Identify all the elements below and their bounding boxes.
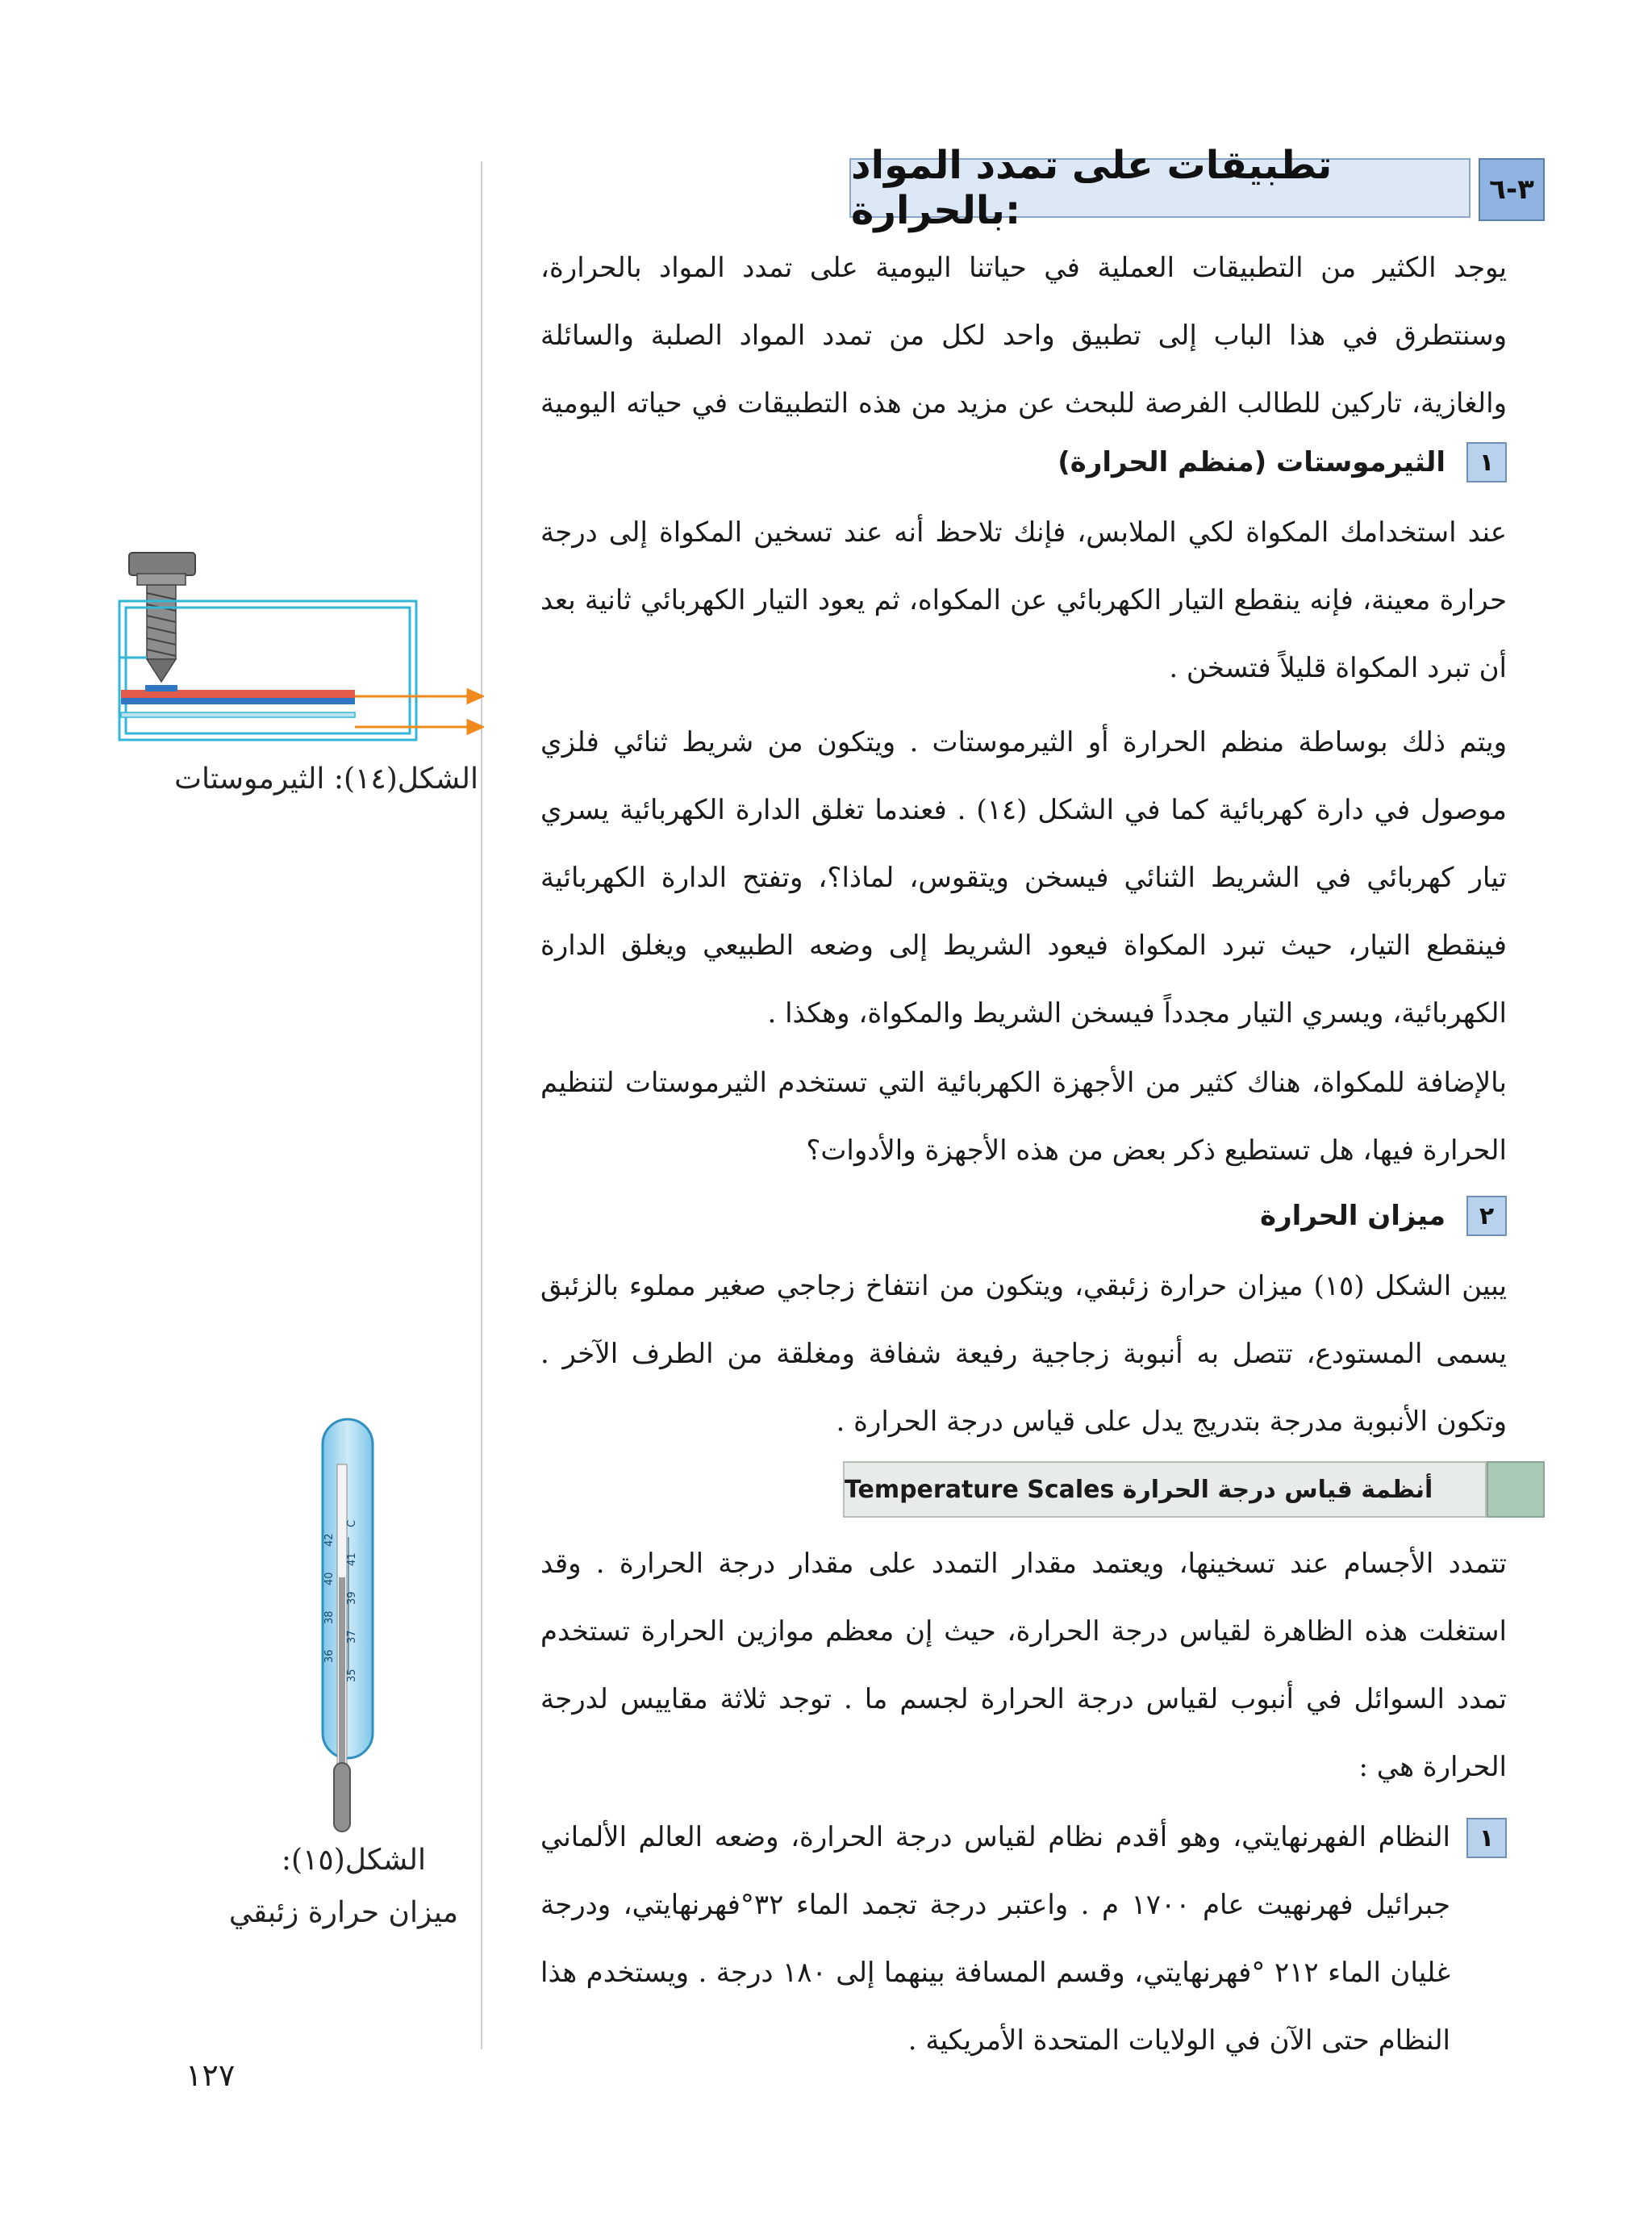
fahrenheit-paragraph: النظام الفهرنهايتي، وهو أقدم نظام لقياس درجة الحرارة، وضعه العالم الألماني جبرائيل فهرنهيت عام ١٧٠٠ م . واعتبر درجة تجمد الماء ٣٢°فهرنهايتي، ودرجة غليان الماء ٢١٢ °فهرنهايتي، وقسم المسافة بينهما إلى ١٨٠ درجة . ويستخدم هذا النظام حتى الآن في الولايات المتحدة الأمريكية .	[540, 1821, 1450, 2057]
screw-collar	[137, 574, 186, 585]
subsection-1-title: الثيرموستات (منظم الحرارة)	[1058, 446, 1446, 478]
thermometer-tick-38: 38	[323, 1610, 336, 1624]
screw-tip	[147, 659, 176, 682]
subsection-2-number: ٢	[1466, 1196, 1507, 1236]
thermometer-tick-41: 41	[346, 1552, 358, 1566]
thermometer-glass	[323, 1419, 373, 1758]
thermostat-diagram	[113, 545, 484, 742]
screw-head-icon	[129, 553, 195, 575]
scales-body	[540, 1530, 1507, 1801]
thermometer-tick-39: 39	[346, 1591, 358, 1605]
figure-15-caption-2: ميزان حرارة زئبقي	[228, 1896, 458, 1929]
contact-point	[145, 685, 177, 691]
page-number: ١٢٧	[186, 2057, 236, 2093]
current-arrows	[355, 690, 482, 733]
temperature-scales-title: أنظمة قياس درجة الحرارة Temperature Scales	[843, 1461, 1487, 1518]
subsection-2-title: ميزان الحرارة	[1260, 1200, 1446, 1232]
thermostat-paragraph-3: بالإضافة للمكواة، هناك كثير من الأجهزة الكهربائية التي تستخدم الثيرموستات لتنظيم الحرارة فيها، هل تستطيع ذكر بعض من هذه الأجهزة والأدوات؟	[540, 1067, 1507, 1167]
thermostat-paragraph-2: ويتم ذلك بوساطة منظم الحرارة أو الثيرموستات . ويتكون من شريط ثنائي فلزي موصول في دارة كهربائية كما في الشكل (١٤) . فعندما تغلق الدارة الكهربائية يسري تيار كهربائي في الشريط الثنائي فيسخن ويتقوس، لماذا؟، وتفتح الدارة الكهربائية فينقطع التيار، حيث تبرد المكواة فيعود الشريط إلى وضعه الطبيعي ويغلق الدارة الكهربائية، ويسري التيار مجدداً فيسخن الشريط والمكواة، وهكذا .	[540, 726, 1507, 1030]
fahrenheit-list-item	[540, 1803, 1507, 2074]
mercury-bulb	[334, 1763, 350, 1832]
thermometer-paragraph: يبين الشكل (١٥) ميزان حرارة زئبقي، ويتكون من انتفاخ زجاجي صغير مملوء بالزئبق يسمى المستودع، تتصل به أنبوبة زجاجية رفيعة شفافة ومغلقة من الطرف الآخر . وتكون الأنبوبة مدرجة بتدريج يدل على قياس درجة الحرارة .	[540, 1270, 1507, 1438]
subsection-1-body-2	[540, 708, 1507, 1047]
list-item-number: ١	[1466, 1818, 1507, 1858]
thermometer-tick-42: 42	[323, 1533, 336, 1547]
subsection-2-heading	[1260, 1196, 1507, 1236]
thermostat-paragraph-1: عند استخدامك المكواة لكي الملابس، فإنك تلاحظ أنه عند تسخين المكواة إلى درجة حرارة معينة، فإنه ينقطع التيار الكهربائي عن المكواه، ثم يعود التيار الكهربائي ثانية بعد أن تبرد المكواة قليلاً فتسخن .	[540, 516, 1507, 684]
section-number: ٣-٦	[1479, 158, 1545, 221]
section-heading	[843, 143, 1545, 233]
thermometer-diagram	[307, 1416, 387, 1840]
section-title: تطبيقات على تمدد المواد بالحرارة:	[849, 158, 1471, 218]
subsection-1-body	[540, 499, 1507, 702]
subsection-1-body-3	[540, 1049, 1507, 1184]
thermometer-tick-35: 35	[346, 1669, 358, 1682]
thermometer-tick-37: 37	[346, 1630, 358, 1644]
column-divider	[481, 161, 482, 2049]
intro-paragraph: يوجد الكثير من التطبيقات العملية في حياتنا اليومية على تمدد المواد بالحرارة، وسنتطرق في هذا الباب إلى تطبيق واحد لكل من تمدد المواد الصلبة والسائلة والغازية، تاركين للطالب الفرصة للبحث عن مزيد من هذه التطبيقات في حياته اليومية	[540, 252, 1507, 420]
thermometer-tick-36: 36	[323, 1649, 336, 1663]
temperature-scales-heading	[843, 1461, 1545, 1519]
thermometer-tick-C: C	[346, 1519, 358, 1527]
heading-color-swatch	[1487, 1461, 1545, 1518]
figure-15-caption-1: الشكل(١٥):	[281, 1844, 426, 1877]
bimetal-strip-blue	[121, 698, 355, 704]
subsection-1-number: ١	[1466, 442, 1507, 482]
scales-paragraph: تتمدد الأجسام عند تسخينها، ويعتمد مقدار التمدد على مقدار درجة الحرارة . وقد استغلت هذه الظاهرة لقياس درجة الحرارة، حيث إن معظم موازين الحرارة تستخدم تمدد السوائل في أنبوب لقياس درجة الحرارة لجسم ما . توجد ثلاثة مقاييس لدرجة الحرارة هي :	[540, 1548, 1507, 1783]
base-plate	[121, 712, 355, 717]
subsection-1-heading	[1058, 442, 1507, 482]
figure-14-caption: الشكل(١٤): الثيرموستات	[174, 762, 478, 796]
thermometer-tick-40: 40	[323, 1572, 336, 1585]
subsection-2-body	[540, 1252, 1507, 1456]
